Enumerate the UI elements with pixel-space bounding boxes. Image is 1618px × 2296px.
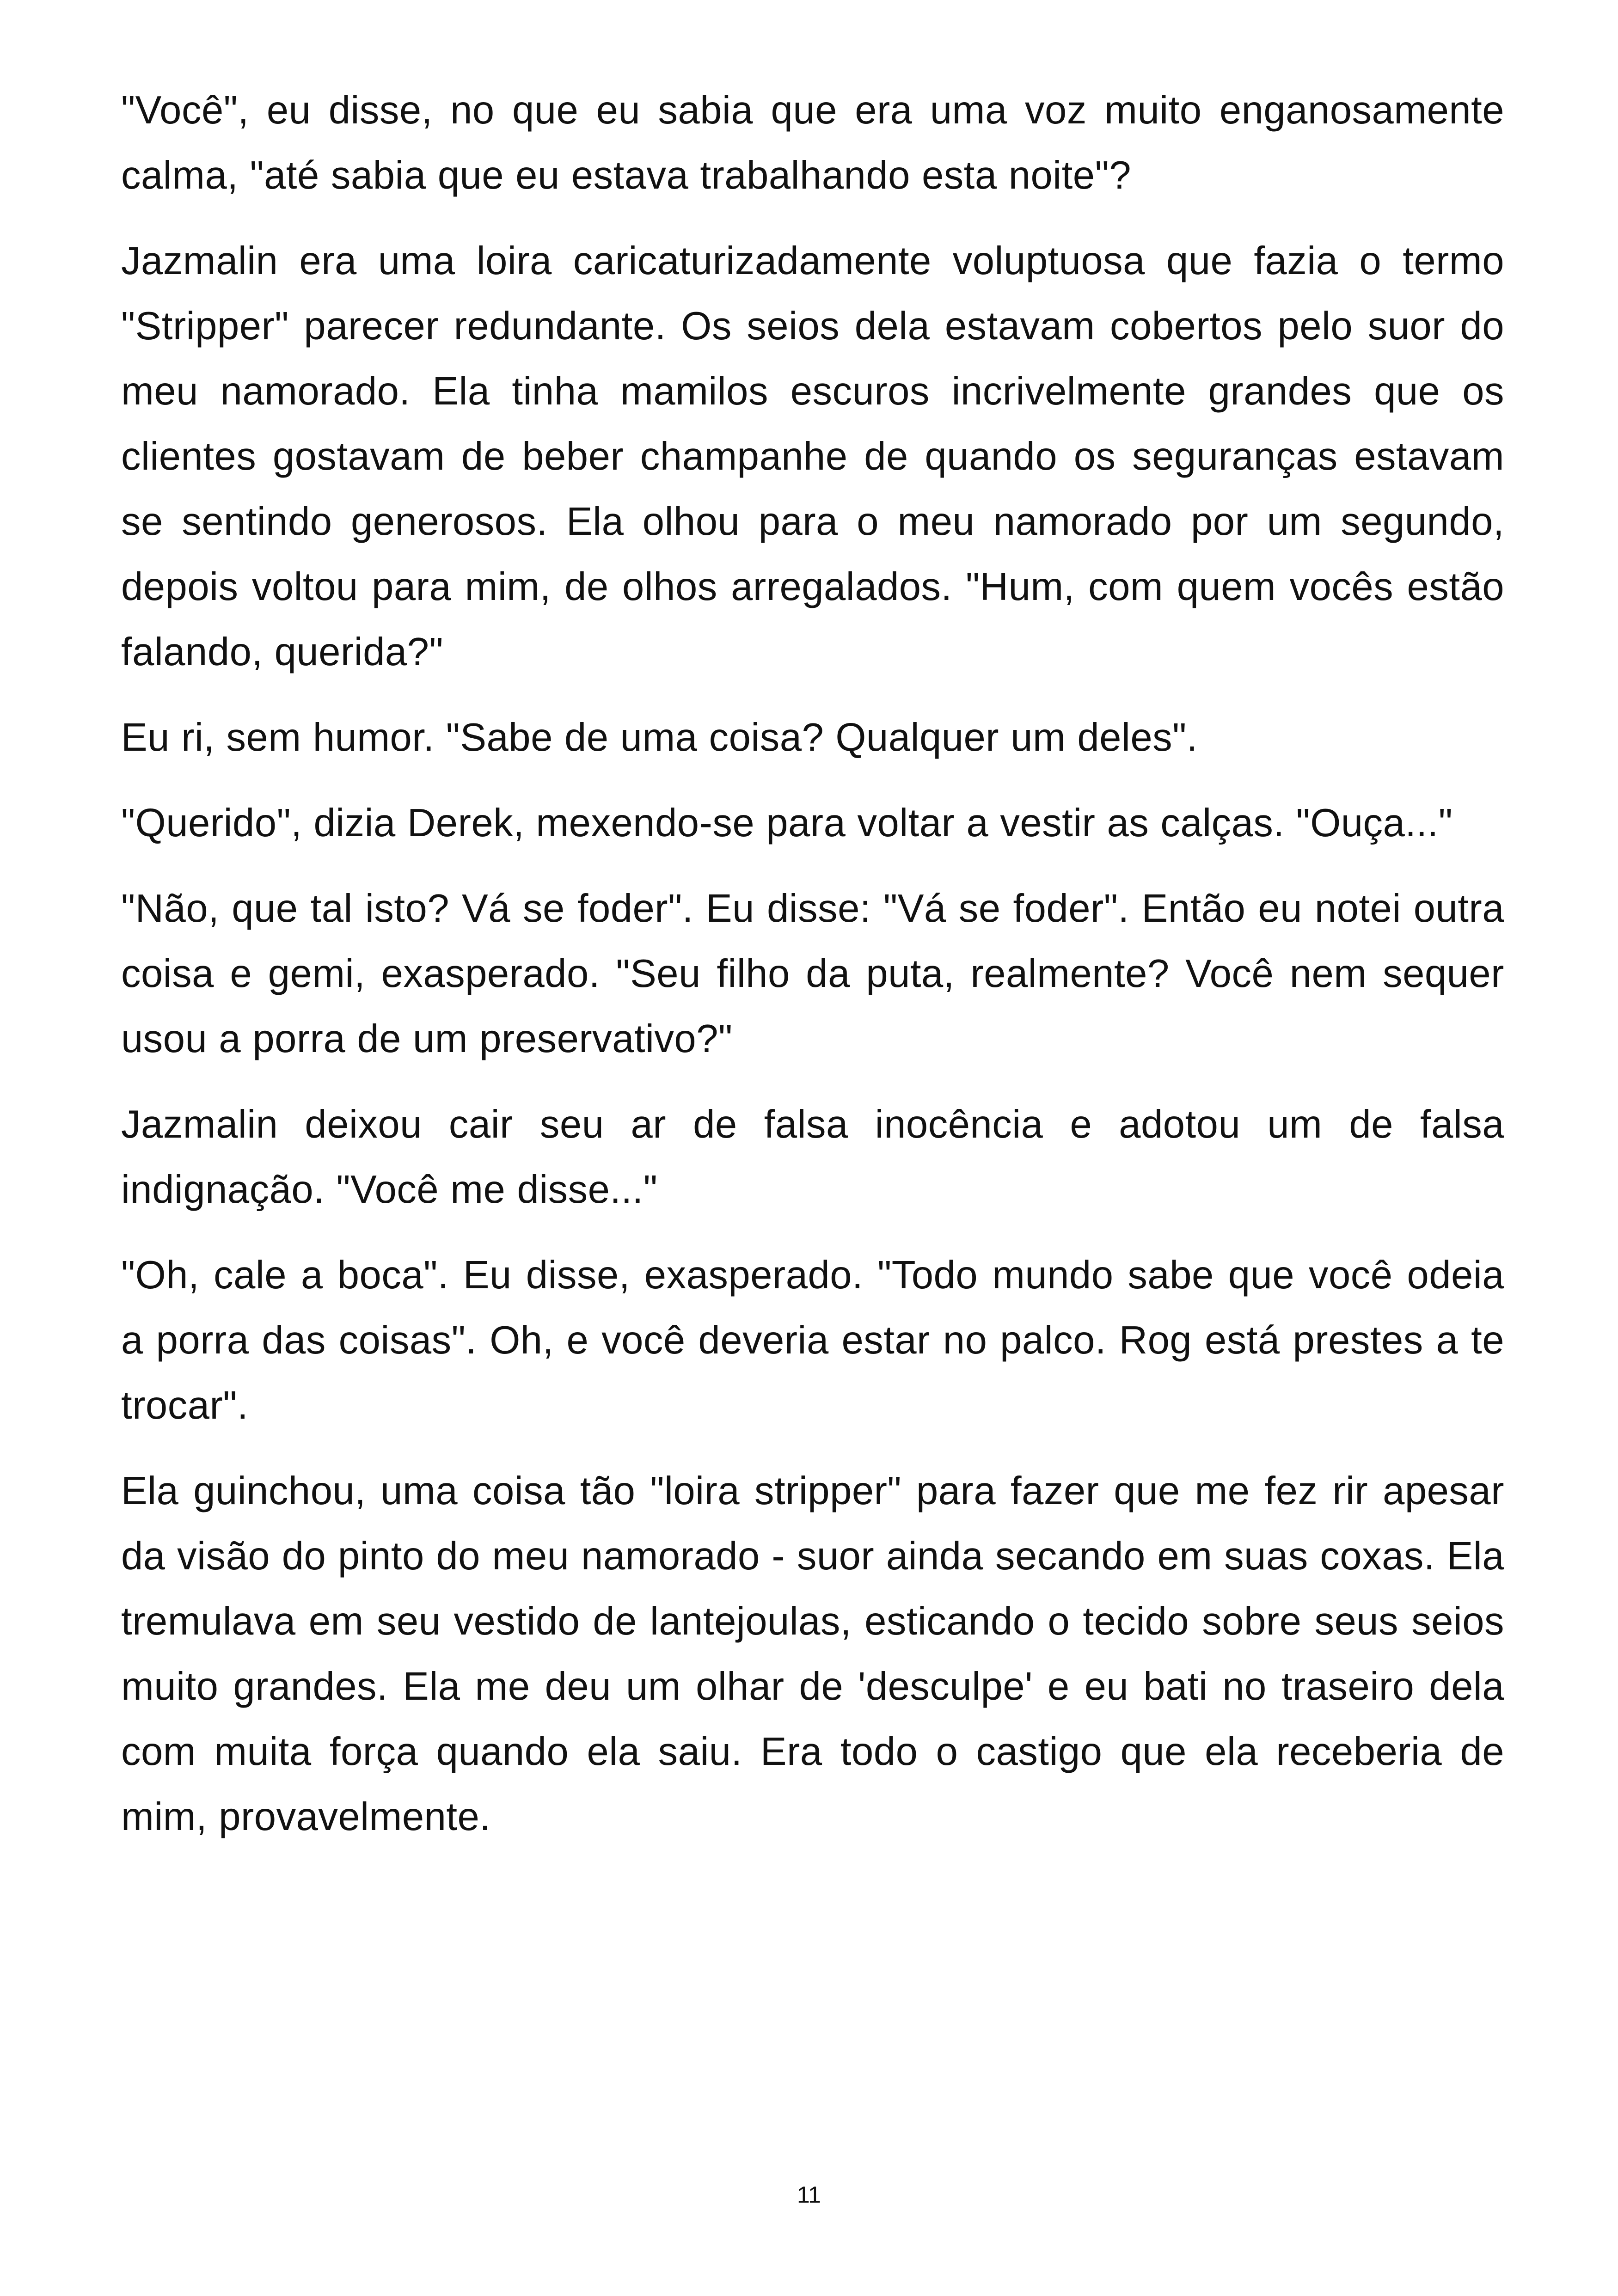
paragraph: "Não, que tal isto? Vá se foder". Eu disse: "Vá se foder". Então eu notei outra coisa e gemi, exasperado. "Seu filho da puta, realmente? Você nem sequer usou a porra de um preservativo?": [121, 887, 1504, 1061]
page-number: 11: [797, 2182, 821, 2208]
paragraph: Jazmalin deixou cair seu ar de falsa inocência e adotou um de falsa indignação. "Você me disse...": [121, 1102, 1504, 1212]
paragraph: Ela guinchou, uma coisa tão "loira stripper" para fazer que me fez rir apesar da visão do pinto do meu namorado - suor ainda secando em suas coxas. Ela tremulava em seu vestido de lantejoulas, esticando o tecido sobre seus seios muito grandes. Ela me deu um olhar de 'desculpe' e eu bati no traseiro dela com muita força quando ela saiu. Era todo o castigo que ela receberia de mim, provavelmente.: [121, 1469, 1504, 1839]
paragraph: "Querido", dizia Derek, mexendo-se para voltar a vestir as calças. "Ouça...": [121, 801, 1453, 845]
paragraph: "Você", eu disse, no que eu sabia que era uma voz muito enganosamente calma, "até sabia que eu estava trabalhando esta noite"?: [121, 88, 1504, 197]
body-text: [121, 78, 1504, 1870]
paragraph: "Oh, cale a boca". Eu disse, exasperado. "Todo mundo sabe que você odeia a porra das coisas". Oh, e você deveria estar no palco. Rog está prestes a te trocar".: [121, 1253, 1504, 1427]
paragraph: Eu ri, sem humor. "Sabe de uma coisa? Qualquer um deles".: [121, 716, 1198, 759]
paragraph: Jazmalin era uma loira caricaturizadamente voluptuosa que fazia o termo "Stripper" parecer redundante. Os seios dela estavam cobertos pelo suor do meu namorado. Ela tinha mamilos escuros incrivelmente grandes que os clientes gostavam de beber champanhe de quando os seguranças estavam se sentindo generosos. Ela olhou para o meu namorado por um segundo, depois voltou para mim, de olhos arregalados. "Hum, com quem vocês estão falando, querida?": [121, 239, 1504, 674]
